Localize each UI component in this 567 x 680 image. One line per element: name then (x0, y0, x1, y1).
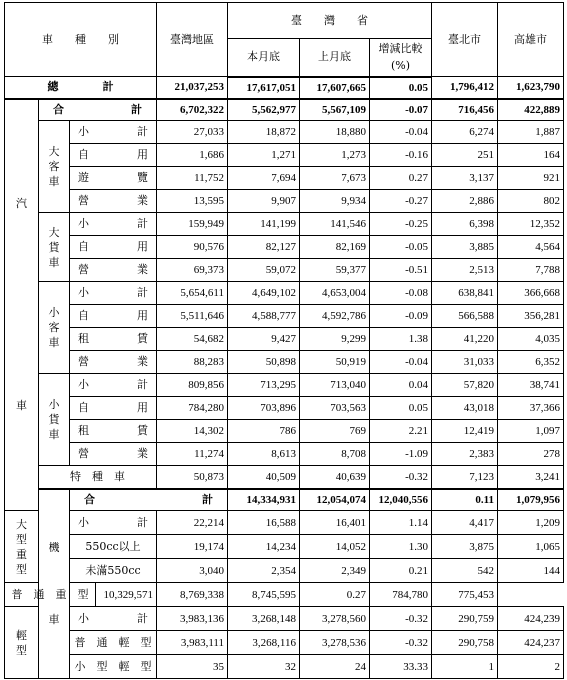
cell: 9,299 (300, 328, 370, 351)
cell: 27,033 (157, 121, 228, 144)
label-rental: 租 賃 (70, 328, 157, 351)
label-subtotal: 小 計 (70, 282, 157, 305)
cell: 11,752 (157, 167, 228, 190)
cell: 290,759 (432, 607, 498, 631)
cell: 703,896 (228, 397, 300, 420)
group-moto-char2: 車 (48, 612, 60, 626)
header-change-unit: (%) (390, 59, 411, 73)
cell: 6,352 (498, 351, 564, 374)
cell: -1.09 (370, 443, 432, 466)
cell: 0.27 (300, 583, 370, 607)
cell: 59,072 (228, 259, 300, 282)
label-sedan-text: 小客車 (48, 306, 60, 349)
row-light-normal (5, 631, 564, 655)
cell: 2,383 (432, 443, 498, 466)
row-truck-subtotal (5, 213, 564, 236)
cell: 3,875 (432, 535, 498, 559)
cell: 18,872 (228, 121, 300, 144)
cell: 37,366 (498, 397, 564, 420)
row-pickup-biz (5, 443, 564, 466)
cell: 35 (157, 655, 228, 679)
cell: 7,123 (432, 466, 498, 489)
label-self-use: 自 用 (70, 236, 157, 259)
cell: 18,880 (300, 121, 370, 144)
label-business: 營 業 (70, 190, 157, 213)
cell: 40,509 (228, 466, 300, 489)
row-pickup-subtotal (5, 374, 564, 397)
cell: -0.51 (370, 259, 432, 282)
cell: 809,856 (157, 374, 228, 397)
cell: 4,035 (498, 328, 564, 351)
cell: 12,419 (432, 420, 498, 443)
label-total: 總 計 (5, 77, 157, 99)
cell: -0.07 (370, 99, 432, 121)
label-rental: 租 賃 (70, 420, 157, 443)
cell: 82,169 (300, 236, 370, 259)
cell: 251 (432, 144, 498, 167)
cell: 716,456 (432, 99, 498, 121)
cell: 5,654,611 (157, 282, 228, 305)
cell: 1,796,412 (432, 77, 498, 99)
cell: 31,033 (432, 351, 498, 374)
cell: 16,401 (300, 511, 370, 535)
cell: 1,686 (157, 144, 228, 167)
cell: 542 (432, 559, 498, 583)
row-total (5, 77, 564, 99)
header-taiwan-area: 臺灣地區 (157, 3, 228, 77)
cell: 12,054,074 (300, 489, 370, 511)
label-business: 營 業 (70, 259, 157, 282)
header-this-month: 本月底 (228, 39, 300, 77)
cell: 424,239 (498, 607, 564, 631)
cell: 59,377 (300, 259, 370, 282)
cell: 43,018 (432, 397, 498, 420)
cell: 50,873 (157, 466, 228, 489)
cell: 3,278,536 (300, 631, 370, 655)
header-change-label: 增減比較 (378, 42, 423, 56)
header-taiwan-province: 臺 灣 省 (228, 3, 432, 39)
cell: 3,983,111 (157, 631, 228, 655)
cell: -0.16 (370, 144, 432, 167)
row-bigheavy-subtotal (5, 511, 564, 535)
cell: 88,283 (157, 351, 228, 374)
label-subtotal: 小 計 (70, 511, 157, 535)
cell: 40,639 (300, 466, 370, 489)
row-bus-self (5, 144, 564, 167)
cell: 3,278,560 (300, 607, 370, 631)
row-sedan-rent (5, 328, 564, 351)
group-car-char2: 車 (16, 398, 27, 412)
row-moto-total (5, 489, 564, 511)
label-tour: 遊 覽 (70, 167, 157, 190)
cell: 1,079,956 (498, 489, 564, 511)
cell: 0.27 (370, 167, 432, 190)
cell: 769 (300, 420, 370, 443)
cell: 41,220 (432, 328, 498, 351)
cell: 50,919 (300, 351, 370, 374)
cell: 566,588 (432, 305, 498, 328)
cell: 786 (228, 420, 300, 443)
cell: 1,209 (498, 511, 564, 535)
cell: 0.21 (370, 559, 432, 583)
header-vehicle-type: 車 種 別 (5, 3, 157, 77)
cell: 6,274 (432, 121, 498, 144)
label-small-light: 小 型 輕 型 (70, 655, 157, 679)
label-business: 營 業 (70, 351, 157, 374)
cell: 8,613 (228, 443, 300, 466)
row-car-total (5, 99, 564, 121)
row-truck-biz (5, 259, 564, 282)
cell: 4,592,786 (300, 305, 370, 328)
cell: 9,907 (228, 190, 300, 213)
cell: 3,137 (432, 167, 498, 190)
cell: 14,334,931 (228, 489, 300, 511)
cell: 2.21 (370, 420, 432, 443)
label-bus-text: 大客車 (48, 145, 60, 188)
cell: -0.25 (370, 213, 432, 236)
cell: 8,708 (300, 443, 370, 466)
label-special: 特 種 車 (39, 466, 157, 489)
row-light-subtotal (5, 607, 564, 631)
cell: -0.09 (370, 305, 432, 328)
cell: 14,234 (228, 535, 300, 559)
cell: 290,758 (432, 631, 498, 655)
cell: 3,268,116 (228, 631, 300, 655)
label-pickup-text: 小貨車 (48, 398, 60, 441)
label-normal-heavy: 普 通 重 型 (5, 583, 96, 607)
group-car-char1: 汽 (16, 196, 27, 210)
cell: 50,898 (228, 351, 300, 374)
row-sedan-subtotal (5, 282, 564, 305)
cell: 1.30 (370, 535, 432, 559)
cell: 0.05 (370, 77, 432, 99)
cell: 164 (498, 144, 564, 167)
cell: 3,885 (432, 236, 498, 259)
cell: 4,653,004 (300, 282, 370, 305)
cell: 8,769,338 (157, 583, 228, 607)
cell: 32 (228, 655, 300, 679)
cell: -0.04 (370, 121, 432, 144)
cell: -0.32 (370, 607, 432, 631)
cell: 1,887 (498, 121, 564, 144)
cell: 141,546 (300, 213, 370, 236)
cell: -0.08 (370, 282, 432, 305)
cell: 14,052 (300, 535, 370, 559)
cell: 3,241 (498, 466, 564, 489)
cell: 713,295 (228, 374, 300, 397)
cell: 5,511,646 (157, 305, 228, 328)
cell: 1.38 (370, 328, 432, 351)
cell: 12,352 (498, 213, 564, 236)
cell: 921 (498, 167, 564, 190)
label-subtotal: 小 計 (70, 121, 157, 144)
cell: 2,886 (432, 190, 498, 213)
cell: 11,274 (157, 443, 228, 466)
cell: 9,427 (228, 328, 300, 351)
cell: 703,563 (300, 397, 370, 420)
cell: 13,595 (157, 190, 228, 213)
cell: 14,302 (157, 420, 228, 443)
cell: 3,040 (157, 559, 228, 583)
cell: 21,037,253 (157, 77, 228, 99)
row-bus-biz (5, 190, 564, 213)
label-business: 營 業 (70, 443, 157, 466)
row-normal-heavy (5, 583, 564, 607)
cell: 0.05 (370, 397, 432, 420)
cell: 19,174 (157, 535, 228, 559)
row-pickup-rent (5, 420, 564, 443)
cell: 713,040 (300, 374, 370, 397)
label-subtotal: 小 計 (70, 607, 157, 631)
cell: 1,623,790 (498, 77, 564, 99)
row-pickup-self (5, 397, 564, 420)
cell: -0.04 (370, 351, 432, 374)
cell: 7,788 (498, 259, 564, 282)
row-bigheavy-over550 (5, 535, 564, 559)
row-light-small (5, 655, 564, 679)
cell: 784,280 (157, 397, 228, 420)
cell: 3,983,136 (157, 607, 228, 631)
cell: 82,127 (228, 236, 300, 259)
cell: 9,934 (300, 190, 370, 213)
cell: 1 (432, 655, 498, 679)
header-kaohsiung: 高雄市 (498, 3, 564, 77)
label-under-550cc: 未滿550cc (70, 559, 157, 583)
header-change-ratio (370, 39, 432, 77)
cell: 4,588,777 (228, 305, 300, 328)
vehicle-registration-table (4, 2, 564, 679)
label-bus (39, 121, 70, 213)
row-bus-subtotal (5, 121, 564, 144)
group-car (5, 99, 39, 511)
label-truck-text: 大貨車 (48, 225, 60, 269)
cell: 6,702,322 (157, 99, 228, 121)
cell: -0.05 (370, 236, 432, 259)
cell: 3,268,148 (228, 607, 300, 631)
cell: 144 (498, 559, 564, 583)
cell: 1,271 (228, 144, 300, 167)
label-truck (39, 213, 70, 282)
cell: 4,417 (432, 511, 498, 535)
cell: 5,567,109 (300, 99, 370, 121)
cell: 1,273 (300, 144, 370, 167)
row-sedan-biz (5, 351, 564, 374)
cell: 4,649,102 (228, 282, 300, 305)
cell: 4,564 (498, 236, 564, 259)
cell: 33.33 (370, 655, 432, 679)
row-bus-tour (5, 167, 564, 190)
cell: 424,237 (498, 631, 564, 655)
cell: 54,682 (157, 328, 228, 351)
label-light-text: 輕型 (16, 628, 27, 657)
cell: 2,349 (300, 559, 370, 583)
cell: 5,562,977 (228, 99, 300, 121)
cell: 17,617,051 (228, 77, 300, 99)
label-big-heavy-text: 大型重型 (16, 517, 27, 576)
cell: 1.14 (370, 511, 432, 535)
cell: 1,065 (498, 535, 564, 559)
label-normal-light: 普 通 輕 型 (70, 631, 157, 655)
cell: 12,040,556 (370, 489, 432, 511)
cell: 16,588 (228, 511, 300, 535)
cell: 2 (498, 655, 564, 679)
cell: 366,668 (498, 282, 564, 305)
cell: 57,820 (432, 374, 498, 397)
row-truck-self (5, 236, 564, 259)
cell: 802 (498, 190, 564, 213)
label-subtotal: 小 計 (70, 213, 157, 236)
cell: 0.04 (370, 374, 432, 397)
cell: 8,745,595 (228, 583, 300, 607)
group-moto-char1: 機 (48, 540, 60, 554)
row-sedan-self (5, 305, 564, 328)
cell: 7,673 (300, 167, 370, 190)
header-last-month: 上月底 (300, 39, 370, 77)
row-special (5, 466, 564, 489)
cell: -0.32 (370, 466, 432, 489)
label-pickup (39, 374, 70, 466)
cell: 17,607,665 (300, 77, 370, 99)
cell: 278 (498, 443, 564, 466)
cell: 7,694 (228, 167, 300, 190)
label-moto-subtotal: 合 計 (70, 489, 228, 511)
cell: 2,513 (432, 259, 498, 282)
row-bigheavy-under550 (5, 559, 564, 583)
label-over-550cc: 550cc以上 (70, 535, 157, 559)
cell: 1,097 (498, 420, 564, 443)
label-car-subtotal: 合 計 (39, 99, 157, 121)
cell: 775,453 (432, 583, 498, 607)
cell: 422,889 (498, 99, 564, 121)
cell: -0.32 (370, 631, 432, 655)
label-sedan (39, 282, 70, 374)
cell: 69,373 (157, 259, 228, 282)
header-taipei: 臺北市 (432, 3, 498, 77)
label-self-use: 自 用 (70, 305, 157, 328)
cell: 10,329,571 (96, 583, 157, 607)
label-self-use: 自 用 (70, 397, 157, 420)
cell: 638,841 (432, 282, 498, 305)
cell: 159,949 (157, 213, 228, 236)
cell: 0.11 (432, 489, 498, 511)
label-light (5, 607, 39, 679)
label-self-use: 自 用 (70, 144, 157, 167)
cell: 356,281 (498, 305, 564, 328)
cell: 38,741 (498, 374, 564, 397)
cell: 2,354 (228, 559, 300, 583)
label-big-heavy (5, 511, 39, 583)
cell: 784,780 (370, 583, 432, 607)
cell: 22,214 (157, 511, 228, 535)
cell: 6,398 (432, 213, 498, 236)
cell: 90,576 (157, 236, 228, 259)
cell: 24 (300, 655, 370, 679)
cell: -0.27 (370, 190, 432, 213)
label-subtotal: 小 計 (70, 374, 157, 397)
cell: 141,199 (228, 213, 300, 236)
